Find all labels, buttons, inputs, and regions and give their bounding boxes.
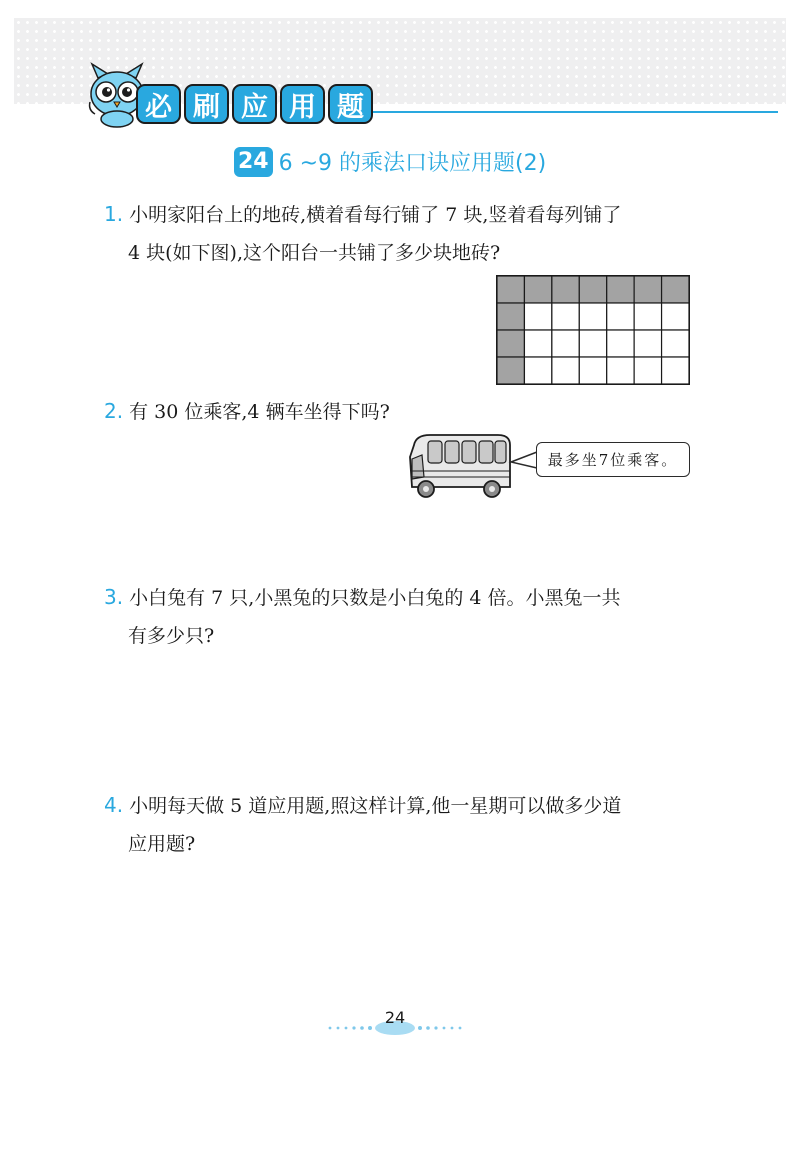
grid-tile	[497, 330, 524, 357]
grid-tile	[662, 357, 689, 384]
question-1	[104, 195, 704, 272]
lesson-title	[234, 146, 546, 177]
grid-tile	[579, 303, 606, 330]
grid-tile	[552, 276, 579, 303]
grid-tile	[634, 357, 661, 384]
grid-tile	[524, 330, 551, 357]
question-number: 3.	[104, 585, 124, 609]
grid-tile	[552, 330, 579, 357]
grid-tile	[634, 303, 661, 330]
question-3	[104, 578, 704, 655]
header-title-char: 题	[328, 84, 373, 124]
question-text: 小明每天做 5 道应用题,照这样计算,他一星期可以做多少道	[129, 795, 622, 817]
grid-tile	[607, 330, 634, 357]
grid-tile	[552, 357, 579, 384]
grid-tile	[579, 330, 606, 357]
question-number: 2.	[104, 399, 124, 423]
grid-tile	[662, 330, 689, 357]
header-title-char: 必	[136, 84, 181, 124]
tile-grid-figure	[496, 275, 690, 385]
tile-grid-svg	[497, 276, 689, 384]
grid-tile	[552, 303, 579, 330]
header-title-char: 刷	[184, 84, 229, 124]
grid-tile	[607, 303, 634, 330]
grid-tile	[579, 276, 606, 303]
grid-tile	[634, 276, 661, 303]
grid-tile	[524, 276, 551, 303]
bus-icon	[406, 431, 512, 499]
header-title	[136, 84, 373, 124]
grid-tile	[634, 330, 661, 357]
grid-tile	[579, 357, 606, 384]
grid-tile	[607, 357, 634, 384]
speech-bubble: 最多坐7位乘客。	[536, 442, 690, 477]
grid-tile	[524, 357, 551, 384]
question-text: 应用题?	[128, 833, 196, 855]
grid-tile	[662, 276, 689, 303]
page-number: 24	[384, 1008, 406, 1027]
grid-tile	[497, 276, 524, 303]
header-title-char: 应	[232, 84, 277, 124]
header-rule	[336, 111, 778, 113]
question-number: 4.	[104, 793, 124, 817]
grid-tile	[497, 357, 524, 384]
question-text: 有多少只?	[128, 625, 215, 647]
grid-tile	[497, 303, 524, 330]
grid-tile	[662, 303, 689, 330]
question-text: 有 30 位乘客,4 辆车坐得下吗?	[129, 401, 390, 423]
question-text: 4 块(如下图),这个阳台一共铺了多少块地砖?	[128, 242, 501, 264]
question-text: 小白兔有 7 只,小黑兔的只数是小白兔的 4 倍。小黑兔一共	[129, 587, 621, 609]
question-4	[104, 786, 704, 863]
question-number: 1.	[104, 202, 124, 226]
header-title-char: 用	[280, 84, 325, 124]
question-2	[104, 392, 704, 431]
grid-tile	[524, 303, 551, 330]
grid-tile	[607, 276, 634, 303]
question-text: 小明家阳台上的地砖,横着看每行铺了 7 块,竖着看每列铺了	[129, 204, 622, 226]
lesson-number-badge: 24	[234, 147, 273, 177]
lesson-title-text: 6 ~9 的乘法口诀应用题(2)	[278, 151, 547, 176]
